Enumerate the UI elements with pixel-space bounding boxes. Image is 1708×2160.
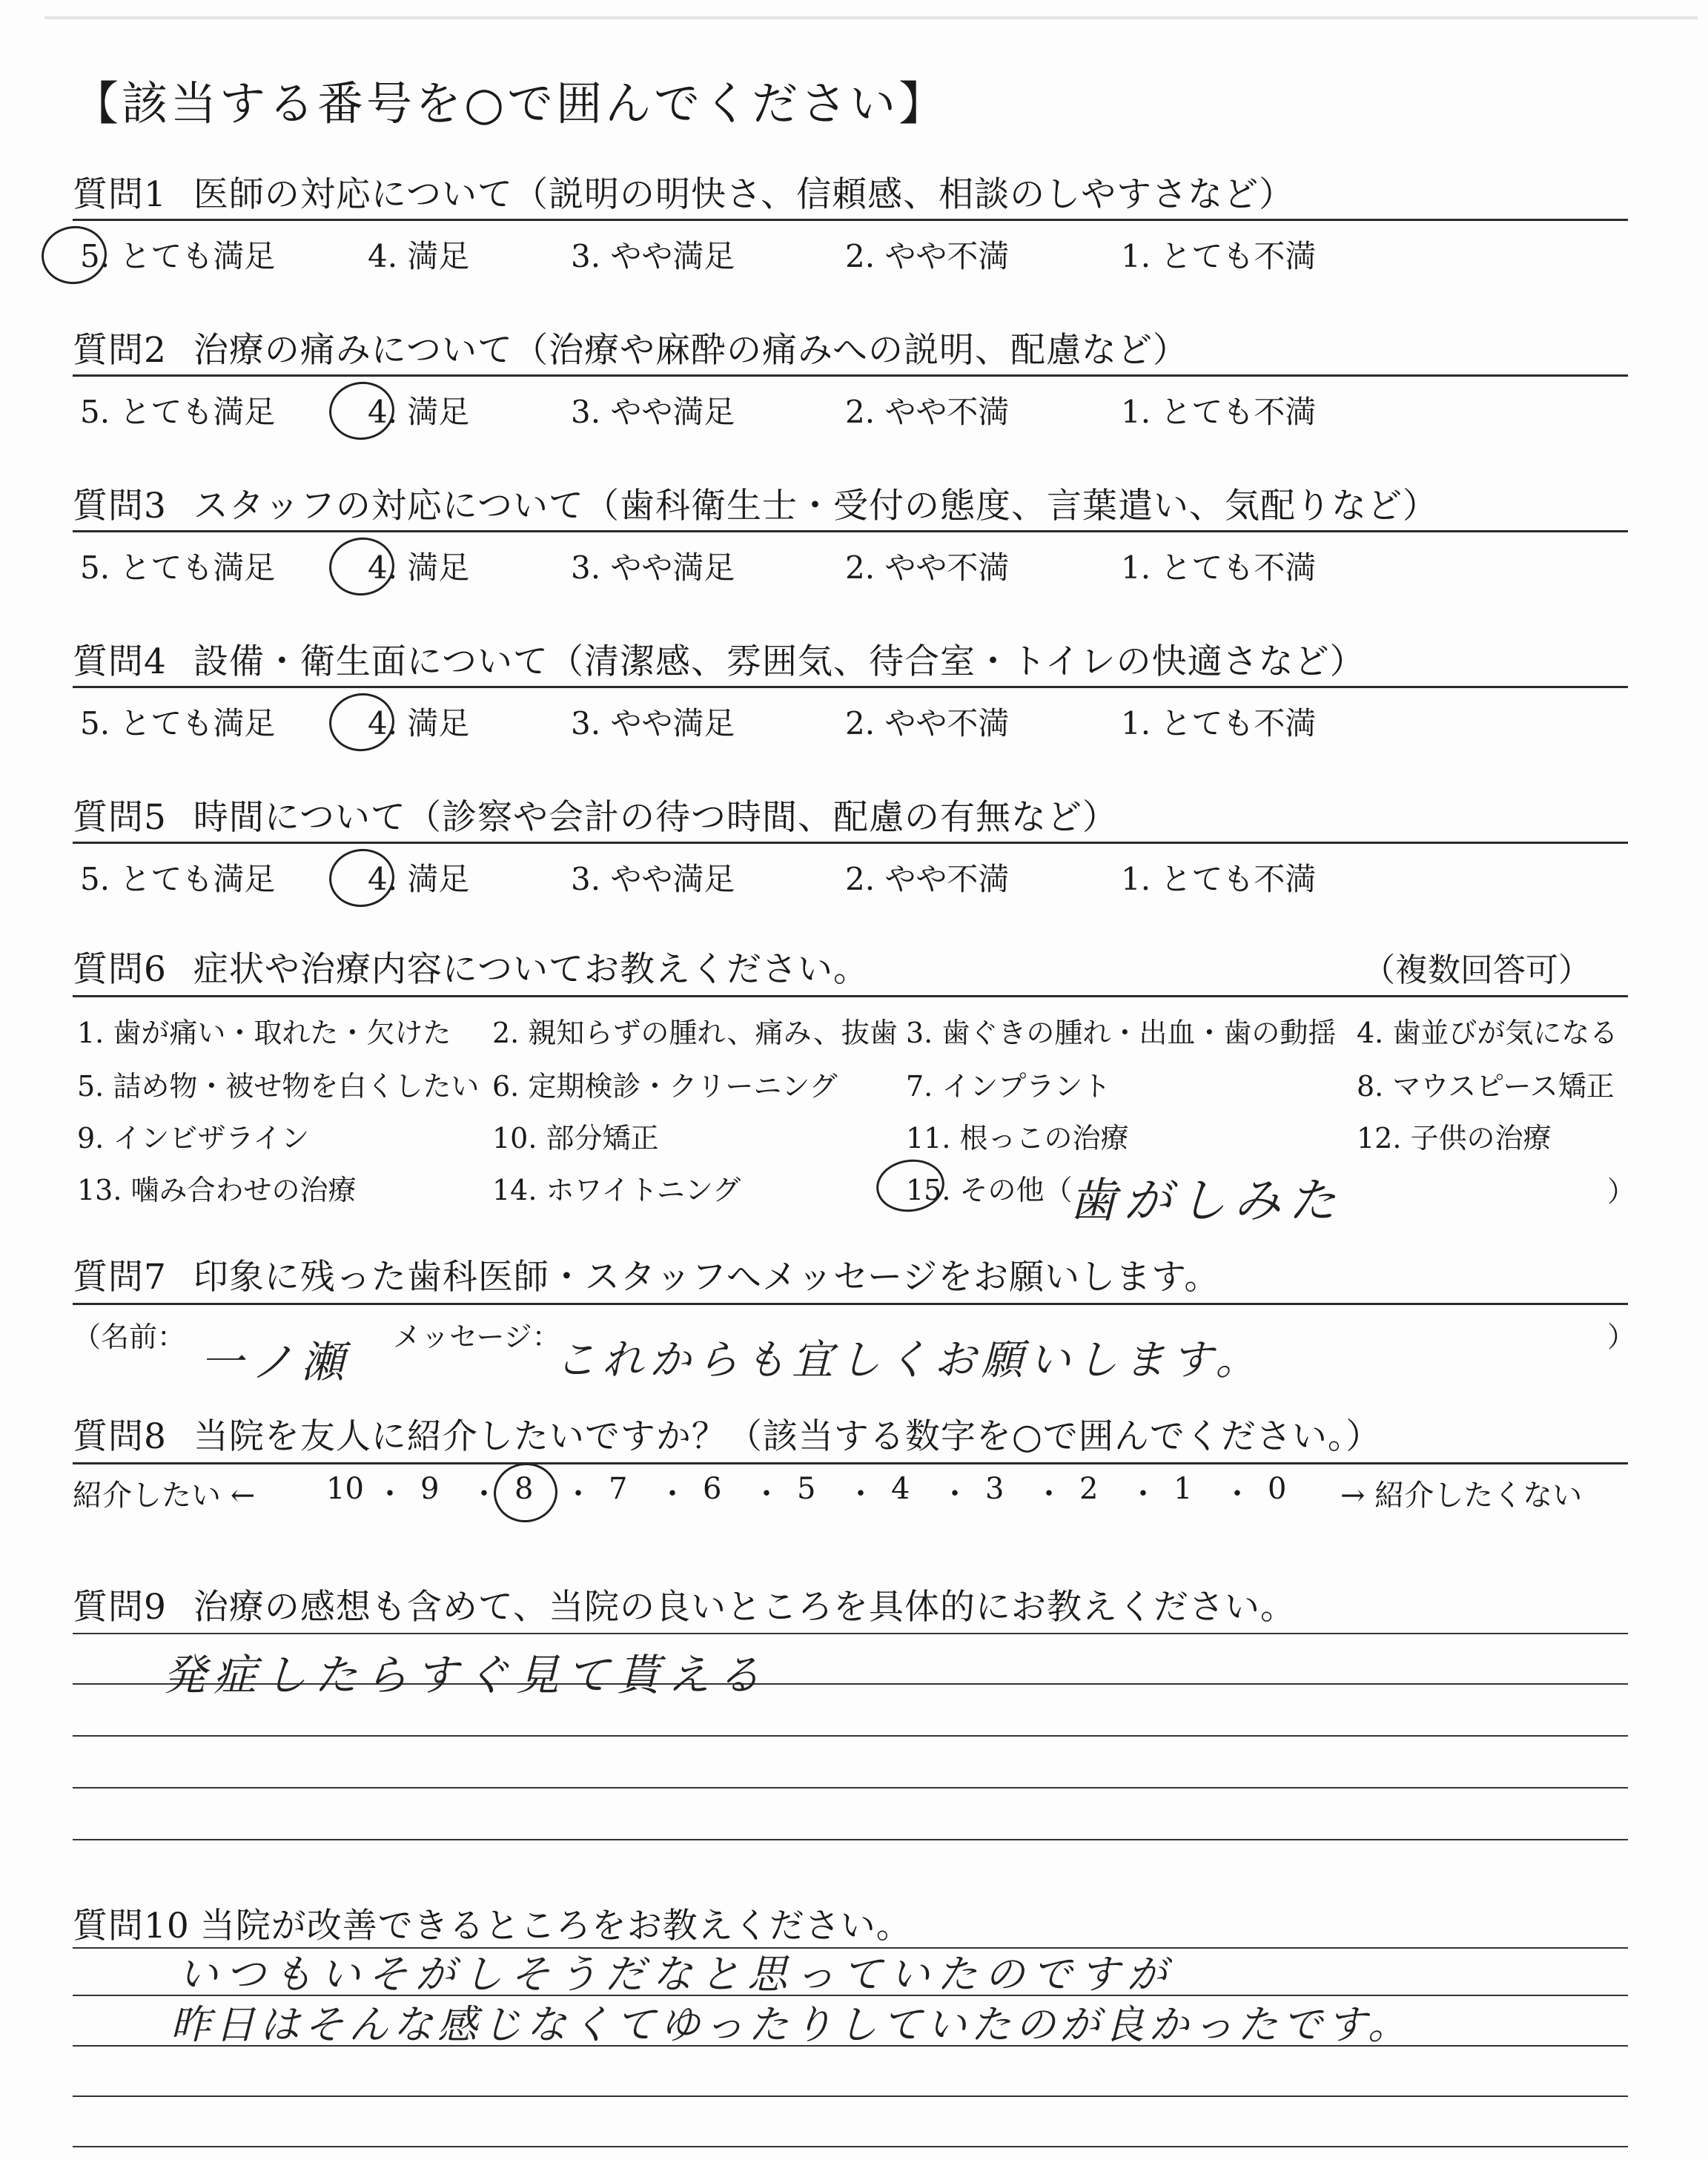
q8-scale-5[interactable]: 5 bbox=[797, 1472, 816, 1506]
q9-answer-line[interactable]: 発症したらすぐ見て貰える bbox=[163, 1650, 769, 1700]
scan-top-edge bbox=[44, 16, 1698, 19]
q6-option-7[interactable]: 7. インプラント bbox=[906, 1070, 1111, 1103]
q8-rule bbox=[73, 1462, 1628, 1464]
q3-option-4[interactable]: 4. 満足 bbox=[368, 549, 470, 586]
q7-message-value[interactable]: これからも宜しくお願いします。 bbox=[555, 1336, 1263, 1384]
q6-option-12[interactable]: 12. 子供の治療 bbox=[1357, 1122, 1552, 1155]
q10-answer-line[interactable]: いつもいそがしそうだなと思っていたのですが bbox=[178, 1951, 1174, 1998]
q9-line bbox=[73, 1787, 1628, 1789]
q6-option-15[interactable]: 15. その他（ bbox=[906, 1174, 1073, 1206]
q5-option-1[interactable]: 1. とても不満 bbox=[1121, 861, 1317, 897]
q6-other-answer[interactable]: 歯がしみた bbox=[1069, 1174, 1343, 1229]
q6-option-1[interactable]: 1. 歯が痛い・取れた・欠けた bbox=[77, 1017, 451, 1049]
q8-scale-separator: ・ bbox=[1222, 1477, 1252, 1511]
q8-scale-2[interactable]: 2 bbox=[1079, 1472, 1099, 1506]
q8-scale-1[interactable]: 1 bbox=[1174, 1472, 1193, 1506]
q6-option-8[interactable]: 8. マウスピース矯正 bbox=[1357, 1070, 1615, 1103]
q5-rule bbox=[73, 842, 1628, 844]
q5-title bbox=[73, 790, 1118, 839]
q3-text: スタッフの対応について（歯科衛生士・受付の態度、言葉遣い、気配りなど） bbox=[193, 486, 1438, 526]
q7-name-label: （名前： bbox=[73, 1321, 186, 1353]
q8-scale-separator: ・ bbox=[469, 1477, 499, 1511]
q9-line bbox=[73, 1839, 1628, 1840]
q2-text: 治療の痛みについて（治療や麻酔の痛みへの説明、配慮など） bbox=[193, 330, 1189, 371]
q8-text: 当院を友人に紹介したいですか？（該当する数字を○で囲んでください。） bbox=[193, 1416, 1382, 1457]
q8-left-label: 紹介したい ← bbox=[73, 1479, 256, 1513]
q2-option-3[interactable]: 3. やや満足 bbox=[571, 394, 735, 430]
q2-option-4[interactable]: 4. 満足 bbox=[368, 394, 470, 430]
q6-option-9[interactable]: 9. インビザライン bbox=[77, 1122, 310, 1155]
q9-line bbox=[73, 1633, 1628, 1634]
q10-number: 質問10 bbox=[73, 1906, 190, 1946]
q7-rule bbox=[73, 1303, 1628, 1305]
q8-scale-8[interactable]: 8 bbox=[514, 1472, 534, 1506]
q1-option-3[interactable]: 3. やや満足 bbox=[571, 238, 735, 274]
q10-line bbox=[73, 2146, 1628, 2147]
q3-title bbox=[73, 478, 1438, 528]
q5-option-5[interactable]: 5. とても満足 bbox=[80, 861, 276, 897]
q1-text: 医師の対応について（説明の明快さ、信頼感、相談のしやすさなど） bbox=[193, 174, 1295, 215]
q8-scale-separator: ・ bbox=[375, 1477, 405, 1511]
q3-option-2[interactable]: 2. やや不満 bbox=[845, 549, 1010, 586]
q2-rule bbox=[73, 374, 1628, 377]
q1-number: 質問1 bbox=[73, 174, 167, 215]
q8-scale-separator: ・ bbox=[563, 1477, 593, 1511]
q3-option-1[interactable]: 1. とても不満 bbox=[1121, 549, 1317, 586]
q2-option-5[interactable]: 5. とても満足 bbox=[80, 394, 276, 430]
q8-scale-separator: ・ bbox=[940, 1477, 970, 1511]
q8-scale-separator: ・ bbox=[658, 1477, 687, 1511]
q1-option-2[interactable]: 2. やや不満 bbox=[845, 238, 1010, 274]
q10-answer-line[interactable]: 昨日はそんな感じなくてゆったりしていたのが良かったです。 bbox=[171, 2001, 1413, 2048]
q8-scale-separator: ・ bbox=[752, 1477, 781, 1511]
q6-option-5[interactable]: 5. 詰め物・被せ物を白くしたい bbox=[77, 1070, 480, 1103]
q6-option-14[interactable]: 14. ホワイトニング bbox=[492, 1174, 741, 1206]
q7-title bbox=[73, 1249, 1219, 1299]
q1-rule bbox=[73, 219, 1628, 221]
q4-text: 設備・衛生面について（清潔感、雰囲気、待合室・トイレの快適さなど） bbox=[193, 641, 1366, 682]
q7-name-value[interactable]: 一ノ瀬 bbox=[200, 1337, 352, 1387]
q8-scale-7[interactable]: 7 bbox=[609, 1472, 628, 1506]
q5-option-2[interactable]: 2. やや不満 bbox=[845, 861, 1010, 897]
q5-option-3[interactable]: 3. やや満足 bbox=[571, 861, 735, 897]
page-header: 【該当する番号を○で囲んでください】 bbox=[73, 76, 948, 131]
q4-option-2[interactable]: 2. やや不満 bbox=[845, 705, 1010, 742]
q4-option-3[interactable]: 3. やや満足 bbox=[571, 705, 735, 742]
q8-scale-separator: ・ bbox=[846, 1477, 875, 1511]
q8-right-label: → 紹介したくない bbox=[1340, 1479, 1583, 1513]
q8-scale-4[interactable]: 4 bbox=[891, 1472, 910, 1506]
q8-scale-6[interactable]: 6 bbox=[703, 1472, 722, 1506]
q4-number: 質問4 bbox=[73, 641, 167, 682]
q8-scale-separator: ・ bbox=[1128, 1477, 1158, 1511]
q4-rule bbox=[73, 686, 1628, 688]
q10-text: 当院が改善できるところをお教えください。 bbox=[199, 1906, 912, 1946]
q5-number: 質問5 bbox=[73, 797, 167, 838]
q2-option-2[interactable]: 2. やや不満 bbox=[845, 394, 1010, 430]
q6-option-6[interactable]: 6. 定期検診・クリーニング bbox=[492, 1070, 838, 1103]
q2-number: 質問2 bbox=[73, 330, 167, 371]
q4-option-5[interactable]: 5. とても満足 bbox=[80, 705, 276, 742]
q6-title bbox=[73, 942, 869, 991]
q3-rule bbox=[73, 530, 1628, 532]
q9-title bbox=[73, 1579, 1296, 1629]
q5-text: 時間について（診察や会計の待つ時間、配慮の有無など） bbox=[193, 797, 1118, 838]
q7-text: 印象に残った歯科医師・スタッフへメッセージをお願いします。 bbox=[193, 1257, 1220, 1298]
q9-number: 質問9 bbox=[73, 1587, 167, 1628]
q9-line bbox=[73, 1735, 1628, 1737]
q1-option-1[interactable]: 1. とても不満 bbox=[1121, 238, 1317, 274]
q5-option-4[interactable]: 4. 満足 bbox=[368, 861, 470, 897]
q10-title bbox=[73, 1898, 912, 1948]
q6-option-13[interactable]: 13. 噛み合わせの治療 bbox=[77, 1174, 357, 1206]
q3-number: 質問3 bbox=[73, 486, 167, 526]
q1-option-4[interactable]: 4. 満足 bbox=[368, 238, 470, 274]
q6-note: （複数回答可） bbox=[1363, 951, 1591, 989]
q8-scale-9[interactable]: 9 bbox=[420, 1472, 440, 1506]
q1-option-5[interactable]: 5. とても満足 bbox=[80, 238, 276, 274]
q6-option-10[interactable]: 10. 部分矯正 bbox=[492, 1122, 659, 1155]
q9-text: 治療の感想も含めて、当院の良いところを具体的にお教えください。 bbox=[193, 1587, 1296, 1628]
q8-selection-circle[interactable] bbox=[490, 1459, 561, 1526]
q2-option-1[interactable]: 1. とても不満 bbox=[1121, 394, 1317, 430]
q7-message-label: メッセージ： bbox=[393, 1321, 560, 1353]
q8-scale-separator: ・ bbox=[1034, 1477, 1064, 1511]
q8-number: 質問8 bbox=[73, 1416, 167, 1457]
q6-option-4[interactable]: 4. 歯並びが気になる bbox=[1357, 1017, 1618, 1049]
q4-option-1[interactable]: 1. とても不満 bbox=[1121, 705, 1317, 742]
q2-title bbox=[73, 323, 1188, 372]
q8-scale-10[interactable]: 10 bbox=[326, 1472, 364, 1506]
q6-close-paren: ） bbox=[1607, 1175, 1636, 1208]
q4-option-4[interactable]: 4. 満足 bbox=[368, 705, 470, 742]
q6-option-11[interactable]: 11. 根っこの治療 bbox=[906, 1122, 1129, 1155]
q10-line bbox=[73, 2095, 1628, 2097]
q6-number: 質問6 bbox=[73, 949, 167, 990]
q8-scale-0[interactable]: 0 bbox=[1268, 1472, 1287, 1506]
q3-option-3[interactable]: 3. やや満足 bbox=[571, 549, 735, 586]
q3-option-5[interactable]: 5. とても満足 bbox=[80, 549, 276, 586]
q6-option-2[interactable]: 2. 親知らずの腫れ、痛み、抜歯 bbox=[492, 1017, 898, 1049]
q4-title bbox=[73, 634, 1366, 684]
q8-scale-3[interactable]: 3 bbox=[985, 1472, 1004, 1506]
q6-option-3[interactable]: 3. 歯ぐきの腫れ・出血・歯の動揺 bbox=[906, 1017, 1337, 1049]
q1-title bbox=[73, 167, 1294, 217]
q7-close-paren: ） bbox=[1607, 1321, 1636, 1353]
q8-title bbox=[73, 1409, 1381, 1459]
q7-number: 質問7 bbox=[73, 1257, 167, 1298]
q6-rule bbox=[73, 995, 1628, 997]
q6-text: 症状や治療内容についてお教えください。 bbox=[193, 949, 869, 990]
